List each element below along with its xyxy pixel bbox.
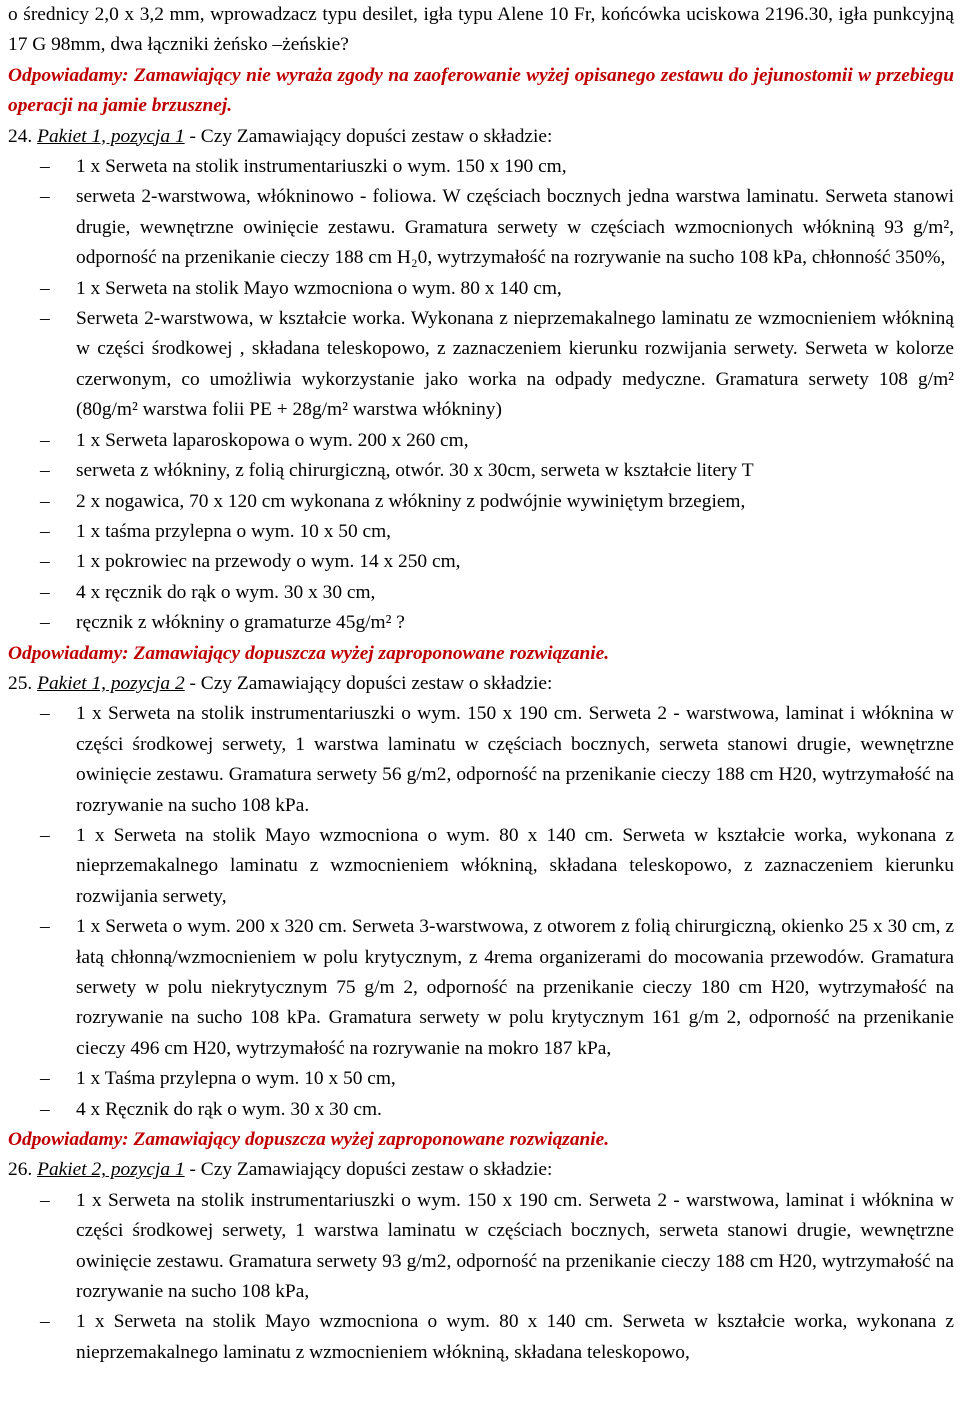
list-item-text: 1 x Serweta na stolik instrumentariuszki o wym. 150 x 190 cm. Serweta 2 - warstwowa, laminat i włóknina w części środkowej serwety, 1 warstwa laminatu w częściach bocznych, serweta stanowi drugie, wewnętrzne owinięcie zestawu. Gramatura serwety 93 g/m2, odporność na przenikanie cieczy 188 cm H20, wytrzymałość na rozrywanie na sucho 108 kPa, [76,1189,954,1303]
dash-bullet: – [40,824,50,846]
pakiet-label: Pakiet 1, pozycja 2 [37,672,185,694]
question-text: - Czy Zamawiający dopuści zestaw o składzie: [184,125,553,147]
list-item [0,304,960,426]
list-item [0,517,960,547]
list-item [0,912,960,1064]
list-item [0,578,960,608]
list-item [0,487,960,517]
list-item-text: ręcznik z włókniny o gramaturze 45g/m² ? [76,612,405,634]
list-item [0,152,960,182]
dash-bullet: – [40,156,50,178]
dash-bullet: – [40,612,50,634]
question-text: - Czy Zamawiający dopuści zestaw o składzie: [184,1159,553,1181]
dash-bullet: – [40,429,50,451]
list-item [0,1307,960,1368]
list-item-text: serweta 2-warstwowa, włókninowo - foliowa. W częściach bocznych jedna warstwa laminatu. Serweta stanowi drugie, wewnętrzne owinięcie zestawu. Gramatura serwety w częściach wzmocnionych włókniną 93 g/m², odporność na przenikanie cieczy 188 cm H₂0, wytrzymałość na rozrywanie na sucho 108 kPa, chłonność 350%, [76,186,954,269]
dash-bullet: – [40,1068,50,1090]
list-item-text: 1 x Taśma przylepna o wym. 10 x 50 cm, [76,1068,396,1090]
lead-answer: Odpowiadamy: Zamawiający nie wyraża zgody na zaoferowanie wyżej opisanego zestawu do jejunostomii w przebiegu operacji na jamie brzusznej. [8,64,954,117]
list-item-text: 1 x Serweta na stolik Mayo wzmocniona o wym. 80 x 140 cm. Serweta w kształcie worka, wykonana z nieprzemakalnego laminatu z wzmocnieniem włókniną, składana teleskopowo, [76,1311,954,1363]
list-item [0,547,960,577]
questions-list [0,122,960,1369]
question-block [0,1155,960,1368]
question-number: 24. [8,125,38,147]
list-item-text: 4 x ręcznik do rąk o wym. 30 x 30 cm, [76,581,376,603]
dash-bullet: – [40,1098,50,1120]
list-item [0,182,960,273]
list-item-text: 1 x Serweta na stolik instrumentariuszki o wym. 150 x 190 cm, [76,156,567,178]
list-item [0,274,960,304]
list-item [0,608,960,638]
list-item-text: 1 x Serweta na stolik Mayo wzmocniona o wym. 80 x 140 cm, [76,277,562,299]
list-item-text: 1 x pokrowiec na przewody o wym. 14 x 250 cm, [76,551,461,573]
dash-bullet: – [40,1189,50,1211]
list-item-text: 1 x Serweta laparoskopowa o wym. 200 x 260 cm, [76,429,469,451]
question-text: - Czy Zamawiający dopuści zestaw o składzie: [184,672,553,694]
list-item-text: 2 x nogawica, 70 x 120 cm wykonana z włókniny z podwójnie wywiniętym brzegiem, [76,490,746,512]
dash-bullet: – [40,581,50,603]
question-block [0,669,960,1156]
answer-text: Odpowiadamy: Zamawiający dopuszcza wyżej zaproponowane rozwiązanie. [8,1129,610,1151]
pakiet-label: Pakiet 2, pozycja 1 [37,1159,185,1181]
question-intro [0,1155,960,1185]
dash-bullet: – [40,1311,50,1333]
list-item [0,1095,960,1125]
list-item-text: 1 x Serweta o wym. 200 x 320 cm. Serweta 3-warstwowa, z otworem z folią chirurgiczną, okienko 25 x 30 cm, z łatą chłonną/wzmocnieniem w polu krytycznym, z 4rema organizerami do mocowania przewodów. Gramatura serwety w polu niekrytycznym 75 g/m 2, odporność na przenikanie cieczy 180 cm H20, wytrzymałość na rozrywanie na sucho 108 kPa. Gramatura serwety w polu krytycznym 161 g/m 2, odporność na przenikanie cieczy 496 cm H20, wytrzymałość na rozrywanie na mokro 187 kPa, [76,916,954,1059]
list-item [0,1186,960,1308]
question-intro [0,669,960,699]
dash-bullet: – [40,460,50,482]
dash-bullet: – [40,277,50,299]
list-item-text: serweta z włókniny, z folią chirurgiczną, otwór. 30 x 30cm, serweta w kształcie litery T [76,460,754,482]
list-item-text: 1 x taśma przylepna o wym. 10 x 50 cm, [76,520,392,542]
pakiet-label: Pakiet 1, pozycja 1 [37,125,185,147]
list-item [0,456,960,486]
question-number: 26. [8,1159,38,1181]
question-block [0,122,960,669]
list-item [0,821,960,912]
list-item-text: 1 x Serweta na stolik Mayo wzmocniona o wym. 80 x 140 cm. Serweta w kształcie worka, wykonana z nieprzemakalnego laminatu z wzmocnieniem włókniną, składana teleskopowo, z zaznaczeniem kierunku rozwijania serwety, [76,824,954,907]
lead-text: o średnicy 2,0 x 3,2 mm, wprowadzacz typu desilet, igła typu Alene 10 Fr, końcówka uciskowa 2196.30, igła punkcyjną 17 G 98mm, dwa łączniki żeńsko –żeńskie? [8,4,954,56]
list-item-text: 4 x Ręcznik do rąk o wym. 30 x 30 cm. [76,1098,382,1120]
dash-bullet: – [40,703,50,725]
dash-bullet: – [40,551,50,573]
list-item [0,426,960,456]
dash-bullet: – [40,186,50,208]
question-intro [0,122,960,152]
list-item-text: 1 x Serweta na stolik instrumentariuszki o wym. 150 x 190 cm. Serweta 2 - warstwowa, laminat i włóknina w części środkowej serwety, 1 warstwa laminatu w częściach bocznych, serweta stanowi drugie, wewnętrzne owinięcie zestawu. Gramatura serwety 56 g/m2, odporność na przenikanie cieczy 188 cm H20, wytrzymałość na rozrywanie na sucho 108 kPa. [76,703,954,816]
list-item [0,699,960,821]
dash-bullet: – [40,308,50,330]
list-item-text: Serweta 2-warstwowa, w kształcie worka. Wykonana z nieprzemakalnego laminatu ze wzmocnieniem włókniną w części środkowej , składana teleskopowo, z zaznaczeniem kierunku rozwijania serwety. Serweta w kolorze czerwonym, co umożliwia wykorzystanie jako worka na odpady medyczne. Gramatura serwety 108 g/m² (80g/m² warstwa folii PE + 28g/m² warstwa włókniny) [76,308,954,421]
question-number: 25. [8,672,38,694]
dash-bullet: – [40,916,50,938]
list-item [0,1064,960,1094]
dash-bullet: – [40,490,50,512]
dash-bullet: – [40,520,50,542]
answer-text: Odpowiadamy: Zamawiający dopuszcza wyżej zaproponowane rozwiązanie. [8,642,610,664]
